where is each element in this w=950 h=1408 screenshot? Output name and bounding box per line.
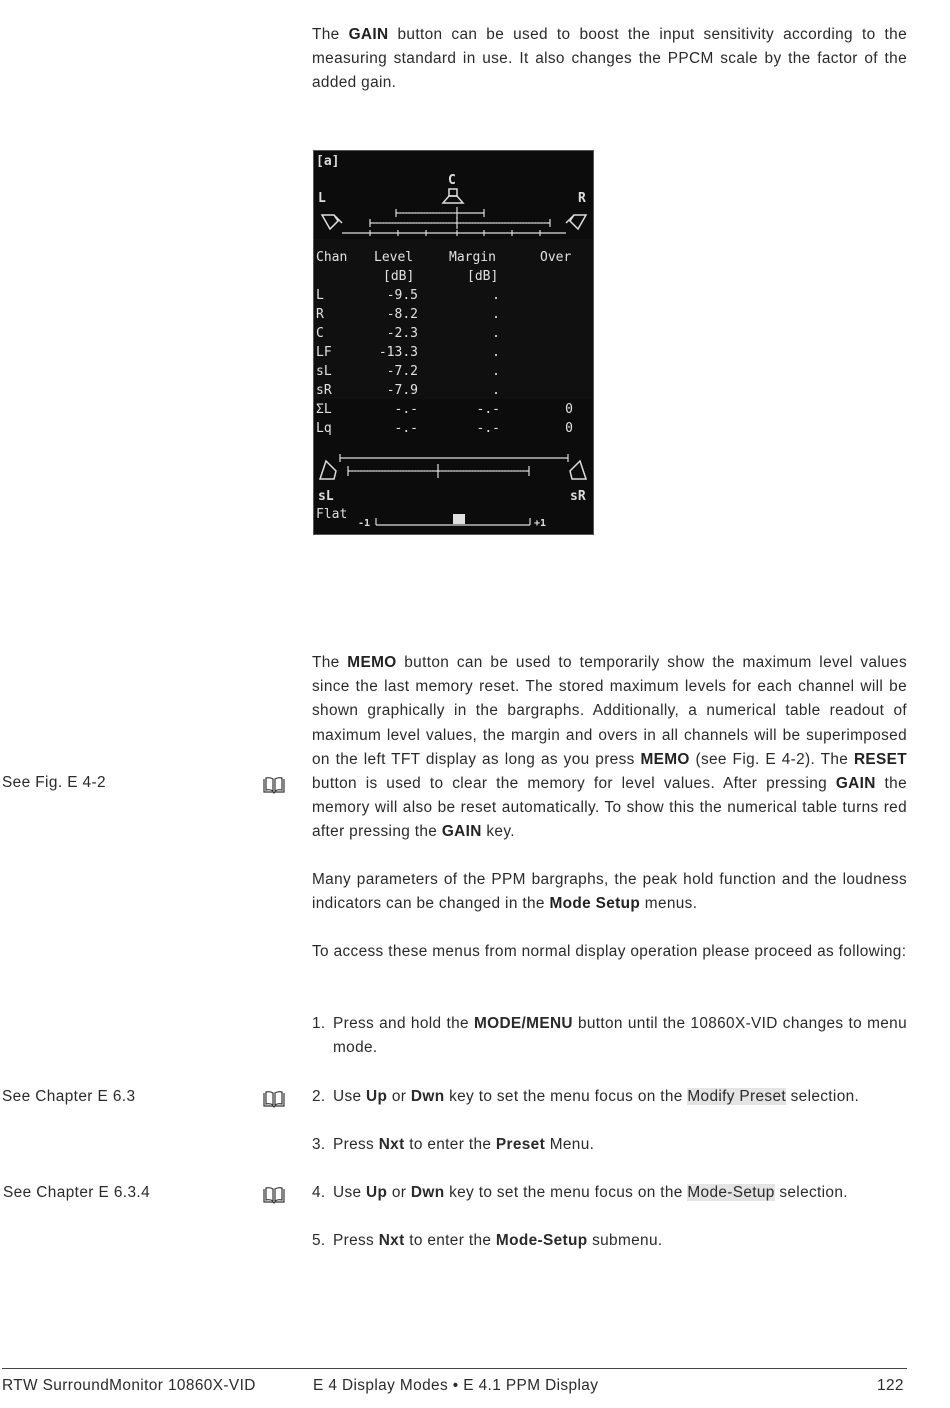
center-speaker-icon xyxy=(443,189,463,203)
row-level: -.- xyxy=(394,421,418,436)
step-5: 5. Press Nxt to enter the Mode-Setup submenu. xyxy=(312,1232,663,1249)
screen-graphics xyxy=(314,151,594,535)
row-margin: . xyxy=(492,288,500,303)
row-chan: L xyxy=(316,288,324,303)
surround-right-speaker-icon xyxy=(570,461,586,479)
row-margin: . xyxy=(492,364,500,379)
row-level: -2.3 xyxy=(386,326,418,341)
row-level: -7.2 xyxy=(386,364,418,379)
surround-monitor-screen xyxy=(313,150,594,535)
scale-max-label: +1 xyxy=(534,518,547,529)
book-icon xyxy=(262,1089,286,1109)
row-margin: . xyxy=(492,345,500,360)
side-note-fig: See Fig. E 4-2 xyxy=(2,774,106,791)
memo-paragraph: The MEMO button can be used to temporarily show the maximum level values since the last memory reset. The stored maximum levels for each channel will be shown graphically in the bargraphs. Additionally, a numerical table readout of maximum level values, the margin and overs in all channels will be superimposed on the left TFT display as long as you press MEMO (see Fig. E 4-2). The RESET button is used to clear the memory for level values. After pressing GAIN the memory will also be reset automatically. To show this the numerical table turns red after pressing the GAIN key. xyxy=(312,654,907,841)
row-chan: C xyxy=(316,326,324,341)
step-1: 1. Press and hold the MODE/MENU button until the 10860X-VID changes to menu mode. xyxy=(312,1015,907,1057)
row-chan: R xyxy=(316,307,324,322)
row-over: 0 xyxy=(565,402,573,417)
corner-label: [a] xyxy=(316,154,340,169)
row-level: -7.9 xyxy=(386,383,418,398)
surround-left-speaker-icon xyxy=(320,461,336,479)
center-speaker-label: C xyxy=(448,173,456,188)
row-margin: -.- xyxy=(476,421,500,436)
book-icon xyxy=(262,1185,286,1205)
parameters-paragraph: Many parameters of the PPM bargraphs, the peak hold function and the loudness indicators can be changed in the Mode Setup menus. xyxy=(312,871,907,913)
header-over: Over xyxy=(540,250,572,265)
row-chan: LF xyxy=(316,345,332,360)
step-3: 3. Press Nxt to enter the Preset Menu. xyxy=(312,1136,595,1153)
side-note-chapter-6-3-4: See Chapter E 6.3.4 xyxy=(3,1184,151,1201)
header-margin: Margin xyxy=(449,250,496,265)
right-speaker-label: R xyxy=(578,191,586,206)
surround-right-label: sR xyxy=(570,489,586,504)
header-chan: Chan xyxy=(316,250,348,265)
book-icon xyxy=(262,775,286,795)
row-margin: . xyxy=(492,307,500,322)
footer-section: E 4 Display Modes • E 4.1 PPM Display xyxy=(313,1377,599,1394)
footer-product: RTW SurroundMonitor 10860X-VID xyxy=(2,1377,256,1394)
flat-slider-thumb xyxy=(453,514,465,524)
row-level: -9.5 xyxy=(386,288,418,303)
row-level: -13.3 xyxy=(378,345,418,360)
footer-rule xyxy=(2,1368,907,1369)
row-margin: . xyxy=(492,326,500,341)
row-chan: ΣL xyxy=(316,402,332,417)
row-chan: sR xyxy=(316,383,332,398)
modify-preset-highlight: Modify Preset xyxy=(687,1088,786,1105)
surround-scale xyxy=(340,454,568,478)
gain-paragraph: The GAIN button can be used to boost the input sensitivity according to the measuring standard in use. It also changes the PPCM scale by the factor of the added gain. xyxy=(312,26,907,92)
flat-label: Flat xyxy=(316,507,348,522)
row-chan: sL xyxy=(316,364,332,379)
left-speaker-label: L xyxy=(318,191,326,206)
row-margin: -.- xyxy=(476,402,500,417)
left-speaker-icon xyxy=(322,215,342,229)
side-note-chapter-6-3: See Chapter E 6.3 xyxy=(2,1088,136,1105)
step-2: 2. Use Up or Dwn key to set the menu focus on the Modify Preset selection. xyxy=(312,1088,860,1105)
surround-left-label: sL xyxy=(318,489,334,504)
unit-margin: [dB] xyxy=(467,269,499,284)
row-over: 0 xyxy=(565,421,573,436)
unit-level: [dB] xyxy=(383,269,415,284)
row-margin: . xyxy=(492,383,500,398)
row-level: -.- xyxy=(394,402,418,417)
right-speaker-icon xyxy=(566,215,586,229)
row-chan: Lq xyxy=(316,421,332,436)
scale-min-label: -1 xyxy=(358,518,371,529)
access-paragraph: To access these menus from normal display operation please proceed as following: xyxy=(312,943,907,960)
header-level: Level xyxy=(374,250,414,265)
step-4: 4. Use Up or Dwn key to set the menu focus on the Mode-Setup selection. xyxy=(312,1184,848,1201)
row-level: -8.2 xyxy=(386,307,418,322)
mode-setup-highlight: Mode-Setup xyxy=(687,1184,775,1201)
front-phantom-scale xyxy=(342,207,566,236)
page-number: 122 xyxy=(877,1377,904,1394)
